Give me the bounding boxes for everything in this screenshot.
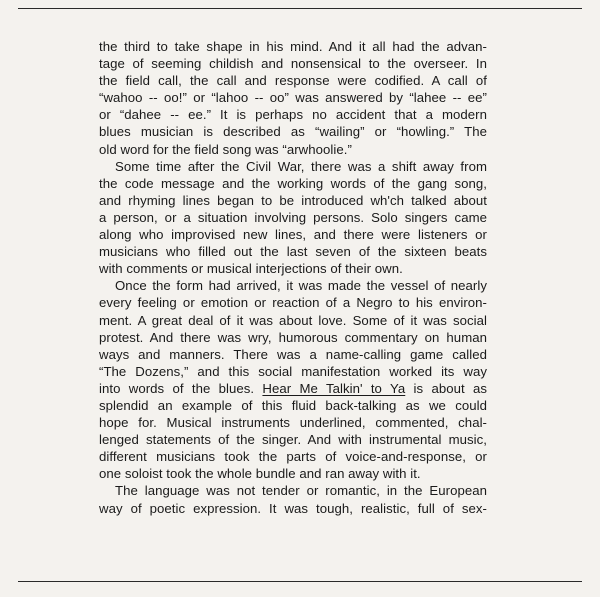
text-line: every feeling or emotion or reaction of a Negro to his environ- (99, 295, 487, 311)
text-line: tage of seeming childish and nonsensical to the overseer. In (99, 56, 487, 72)
text-line: old word for the field song was “arwhoolie.” (99, 141, 352, 157)
text-line: the code message and the working words of the gang song, (99, 175, 487, 191)
text-line: musicians who filled out the last seven of the sixteen beats (99, 244, 487, 260)
body-text (99, 38, 487, 517)
text-line: blues musician is described as “wailing” or “howling.” The (99, 124, 487, 140)
text-line: one soloist took the whole bundle and ran away with it. (99, 466, 421, 482)
bottom-rule (18, 581, 582, 582)
text-line: different musicians took the parts of voice-and-response, or (99, 449, 487, 465)
text-line: protest. And there was wry, humorous commentary on human (99, 329, 487, 345)
text-line: Some time after the Civil War, there was a shift away from (115, 158, 487, 174)
text-line: ment. A great deal of it was about love. Some of it was social (99, 312, 487, 328)
top-rule (18, 8, 582, 9)
text-line: way of poetic expression. It was tough, realistic, full of sex- (99, 500, 487, 516)
text-line: ways and manners. There was a name-calling game called (99, 346, 487, 362)
text-line: “wahoo -- oo!” or “lahoo -- oo” was answered by “lahee -- ee” (99, 90, 487, 106)
text-line: The language was not tender or romantic, in the European (115, 483, 487, 499)
text-line: or “dahee -- ee.” It is perhaps no accident that a modern (99, 107, 487, 123)
text-line: the third to take shape in his mind. And it all had the advan- (99, 39, 487, 54)
text-line: and rhyming lines began to be introduced wh'ch talked about (99, 192, 487, 208)
text-line: the field call, the call and response were codified. A call of (99, 73, 487, 89)
text-line: lenged statements of the singer. And with instrumental music, (99, 432, 487, 448)
line-tail: is about as (405, 380, 488, 396)
text-line: Once the form had arrived, it was made the vessel of nearly (115, 278, 487, 294)
text-line: “The Dozens,” and this social manifestation worked its way (99, 363, 487, 379)
song-title: Hear Me Talkin' to Ya (262, 380, 406, 396)
text-line: hope for. Musical instruments underlined, commented, chal- (99, 415, 487, 431)
text-line: a person, or a situation involving persons. Solo singers came (99, 209, 487, 225)
text-line: splendid an example of this fluid back-talking as we could (99, 397, 487, 413)
line-lead: into words of the blues. (99, 380, 263, 396)
text-line: along who improvised new lines, and there were listeners or (99, 227, 487, 243)
text-line-with-title (99, 380, 487, 397)
text-line: with comments or musical interjections of their own. (99, 261, 403, 277)
